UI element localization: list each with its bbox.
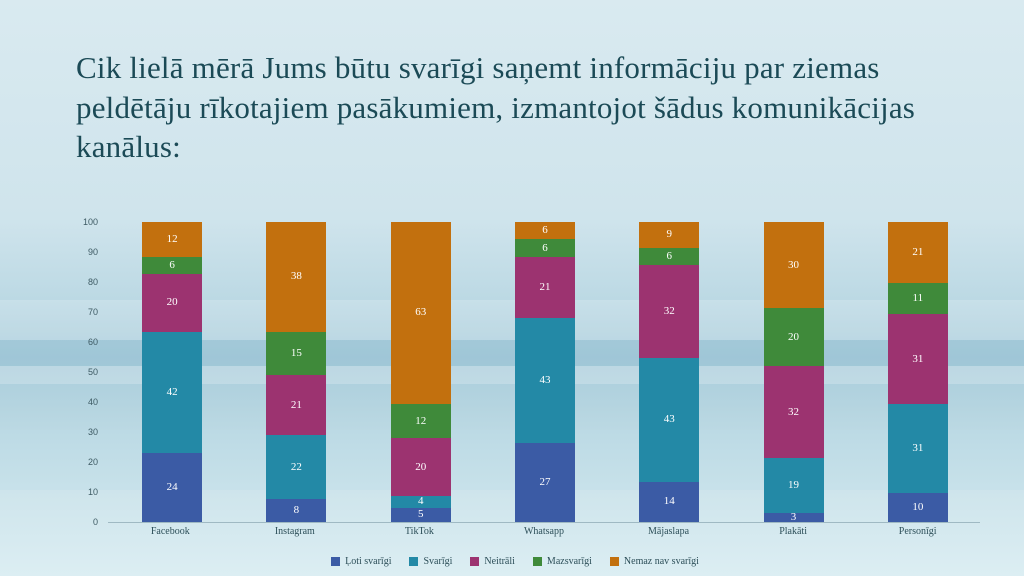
y-axis-tick: 10 [87,487,98,497]
legend-item[interactable] [610,556,699,567]
bar-segment[interactable] [764,222,824,308]
legend-label: Nemaz nav svarīgi [623,556,699,567]
bar-segment[interactable] [888,493,948,522]
x-axis-line [108,522,980,523]
legend-item[interactable] [470,556,515,567]
bar-segment[interactable] [639,248,699,265]
x-axis [108,526,980,537]
bar-value-label: 5 [417,508,424,521]
legend-item[interactable] [331,556,391,567]
bar-value-label: 21 [290,398,302,411]
bar-value-label: 20 [166,296,178,309]
bar-segment[interactable] [391,404,451,439]
bar-column[interactable] [639,222,699,522]
legend-swatch-icon [533,557,542,566]
bar-value-label: 43 [663,413,675,426]
bar-value-label: 10 [912,501,924,514]
bar-value-label: 6 [666,250,673,263]
x-axis-tick: Mājaslapa [647,526,690,537]
bar-value-label: 14 [663,495,675,508]
bar-value-label: 3 [790,511,797,523]
bar-column[interactable] [391,222,451,522]
bar-segment[interactable] [639,482,699,522]
bar-value-label: 4 [417,495,424,508]
legend-label: Svarīgi [423,556,453,567]
bar-group [110,222,980,522]
bar-segment[interactable] [764,513,824,522]
legend-item[interactable] [533,556,592,567]
x-axis-tick: Plakāti [779,526,807,537]
plot-area [110,222,980,522]
bar-segment[interactable] [888,222,948,283]
bar-value-label: 8 [293,503,300,516]
y-axis-tick: 70 [87,307,98,317]
bar-segment[interactable] [515,239,575,256]
bar-segment[interactable] [639,265,699,357]
bar-column[interactable] [515,222,575,522]
bar-value-label: 19 [788,479,800,492]
bar-value-label: 38 [290,270,302,283]
bar-value-label: 30 [788,258,800,271]
legend-item[interactable] [409,556,452,567]
bar-value-label: 12 [166,232,178,245]
bar-value-label: 9 [666,228,673,241]
legend-label: Mazsvarīgi [546,556,592,567]
bar-segment[interactable] [764,366,824,458]
x-axis-tick: Facebook [150,526,190,537]
bar-value-label: 6 [169,258,175,271]
bar-segment[interactable] [391,496,451,508]
bar-segment[interactable] [639,222,699,248]
bar-value-label: 20 [415,460,427,473]
bar-value-label: 42 [166,385,178,398]
bar-segment[interactable] [888,283,948,315]
bar-value-label: 21 [912,245,924,258]
stacked-bar-chart [40,212,990,567]
legend-swatch-icon [470,557,479,566]
x-axis-tick: Whatsapp [523,526,564,537]
x-axis-tick: Instagram [274,526,315,537]
bar-value-label: 32 [788,405,800,418]
bar-segment[interactable] [142,257,202,274]
y-axis-tick: 0 [92,517,98,527]
bar-value-label: 32 [663,304,675,317]
bar-segment[interactable] [266,332,326,375]
legend-label: Neitrāli [484,556,515,567]
bar-segment[interactable] [888,404,948,493]
y-axis-tick: 90 [87,247,98,257]
bar-segment[interactable] [764,308,824,366]
y-axis-tick: 20 [87,457,98,467]
bar-segment[interactable] [391,508,451,522]
bar-value-label: 12 [415,414,427,427]
y-axis [40,217,106,527]
bar-segment[interactable] [142,274,202,332]
bar-column[interactable] [764,222,824,522]
chart-legend [40,556,990,567]
bar-value-label: 15 [290,346,302,359]
bar-value-label: 21 [539,281,551,294]
bar-value-label: 20 [788,330,800,343]
x-axis-tick: Personīgi [898,526,937,537]
page-title: Cik lielā mērā Jums būtu svarīgi saņemt informāciju par ziemas peldētāju rīkotajiem pasākumiem, izmantojot šādus komunikācijas kanālus: [76,50,916,165]
y-axis-tick: 80 [87,277,98,287]
bar-value-label: 27 [539,476,551,489]
bar-value-label: 11 [912,291,924,304]
bar-value-label: 6 [542,241,548,254]
bar-segment[interactable] [515,318,575,443]
bar-segment[interactable] [515,443,575,522]
bar-value-label: 6 [542,224,548,237]
legend-swatch-icon [409,557,418,566]
bar-segment[interactable] [391,222,451,404]
bar-value-label: 31 [912,352,924,365]
bar-value-label: 43 [539,374,551,387]
y-axis-tick: 40 [87,397,98,407]
bar-segment[interactable] [266,499,326,522]
bar-segment[interactable] [515,222,575,239]
bar-segment[interactable] [266,222,326,332]
bar-column[interactable] [142,222,202,522]
legend-swatch-icon [331,557,340,566]
bar-value-label: 22 [290,460,302,473]
y-axis-tick: 60 [87,337,98,347]
x-axis-tick: TikTok [404,526,434,537]
bar-segment[interactable] [142,332,202,453]
bar-value-label: 24 [166,480,178,493]
bar-segment[interactable] [639,358,699,482]
bar-value-label: 31 [912,441,924,454]
bar-segment[interactable] [142,453,202,522]
bar-segment[interactable] [266,375,326,436]
bar-segment[interactable] [888,314,948,403]
bar-segment[interactable] [515,257,575,318]
bar-column[interactable] [888,222,948,522]
y-axis-tick: 100 [82,217,98,227]
legend-swatch-icon [610,557,619,566]
bar-column[interactable] [266,222,326,522]
y-axis-tick: 30 [87,427,98,437]
y-axis-tick: 50 [87,367,98,377]
legend-label: Ļoti svarīgi [345,556,392,567]
bar-value-label: 63 [415,306,427,319]
bar-segment[interactable] [266,435,326,498]
bar-segment[interactable] [764,458,824,513]
bar-segment[interactable] [391,438,451,496]
bar-segment[interactable] [142,222,202,257]
